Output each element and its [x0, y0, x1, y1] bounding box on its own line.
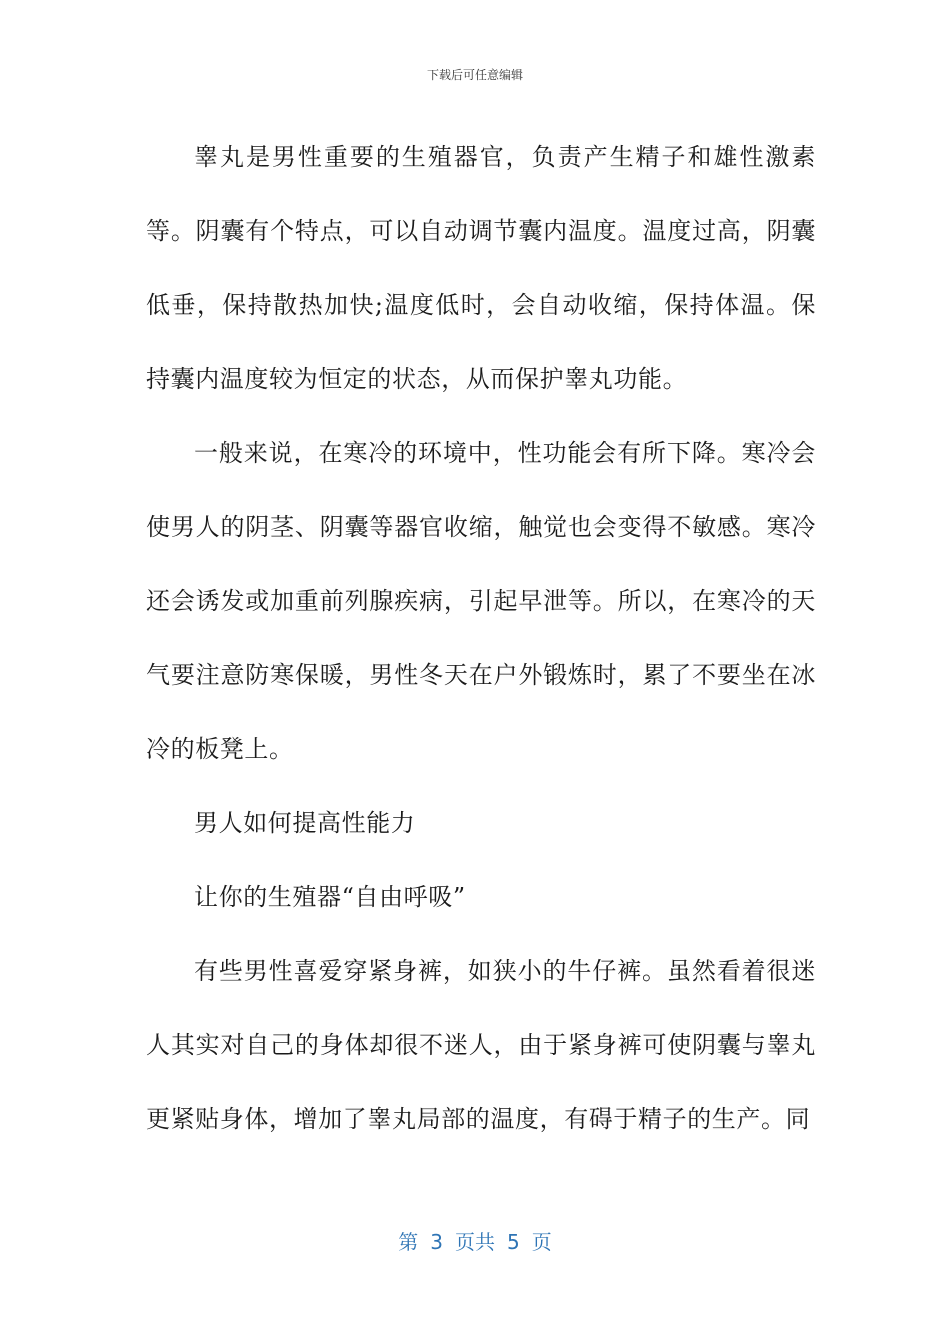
page-footer	[0, 1226, 950, 1255]
subsection-heading: 让你的生殖器“自由呼吸”	[194, 883, 466, 911]
page-header	[0, 66, 950, 83]
footer-current-page: 3	[430, 1230, 443, 1254]
section-heading: 男人如何提高性能力	[194, 809, 416, 837]
paragraph-tight-pants: 有些男性喜爱穿紧身裤，如狭小的牛仔裤。虽然看着很迷人其实对自己的身体却很不迷人，由于紧身裤可使阴囊与睾丸更紧贴身体，增加了睾丸局部的温度，有碍于精子的生产。同	[146, 957, 816, 1133]
footer-total-pages: 5	[507, 1230, 520, 1254]
footer-suffix: 页	[531, 1230, 552, 1254]
paragraph-cold-environment: 一般来说，在寒冷的环境中，性功能会有所下降。寒冷会使男人的阴茎、阴囊等器官收缩，触觉也会变得不敏感。寒冷还会诱发或加重前列腺疾病，引起早泄等。所以，在寒冷的天气要注意防寒保暖，男性冬天在户外锻炼时，累了不要坐在冰冷的板凳上。	[146, 439, 816, 763]
footer-prefix: 第	[398, 1230, 419, 1254]
header-text: 下载后可任意编辑	[426, 68, 523, 82]
paragraph-testicle-function: 睾丸是男性重要的生殖器官，负责产生精子和雄性激素等。阴囊有个特点，可以自动调节囊内温度。温度过高，阴囊低垂，保持散热加快;温度低时，会自动收缩，保持体温。保持囊内温度较为恒定的状态，从而保护睾丸功能。	[146, 143, 816, 393]
document-body	[146, 120, 816, 1156]
footer-middle: 页共	[455, 1230, 495, 1254]
